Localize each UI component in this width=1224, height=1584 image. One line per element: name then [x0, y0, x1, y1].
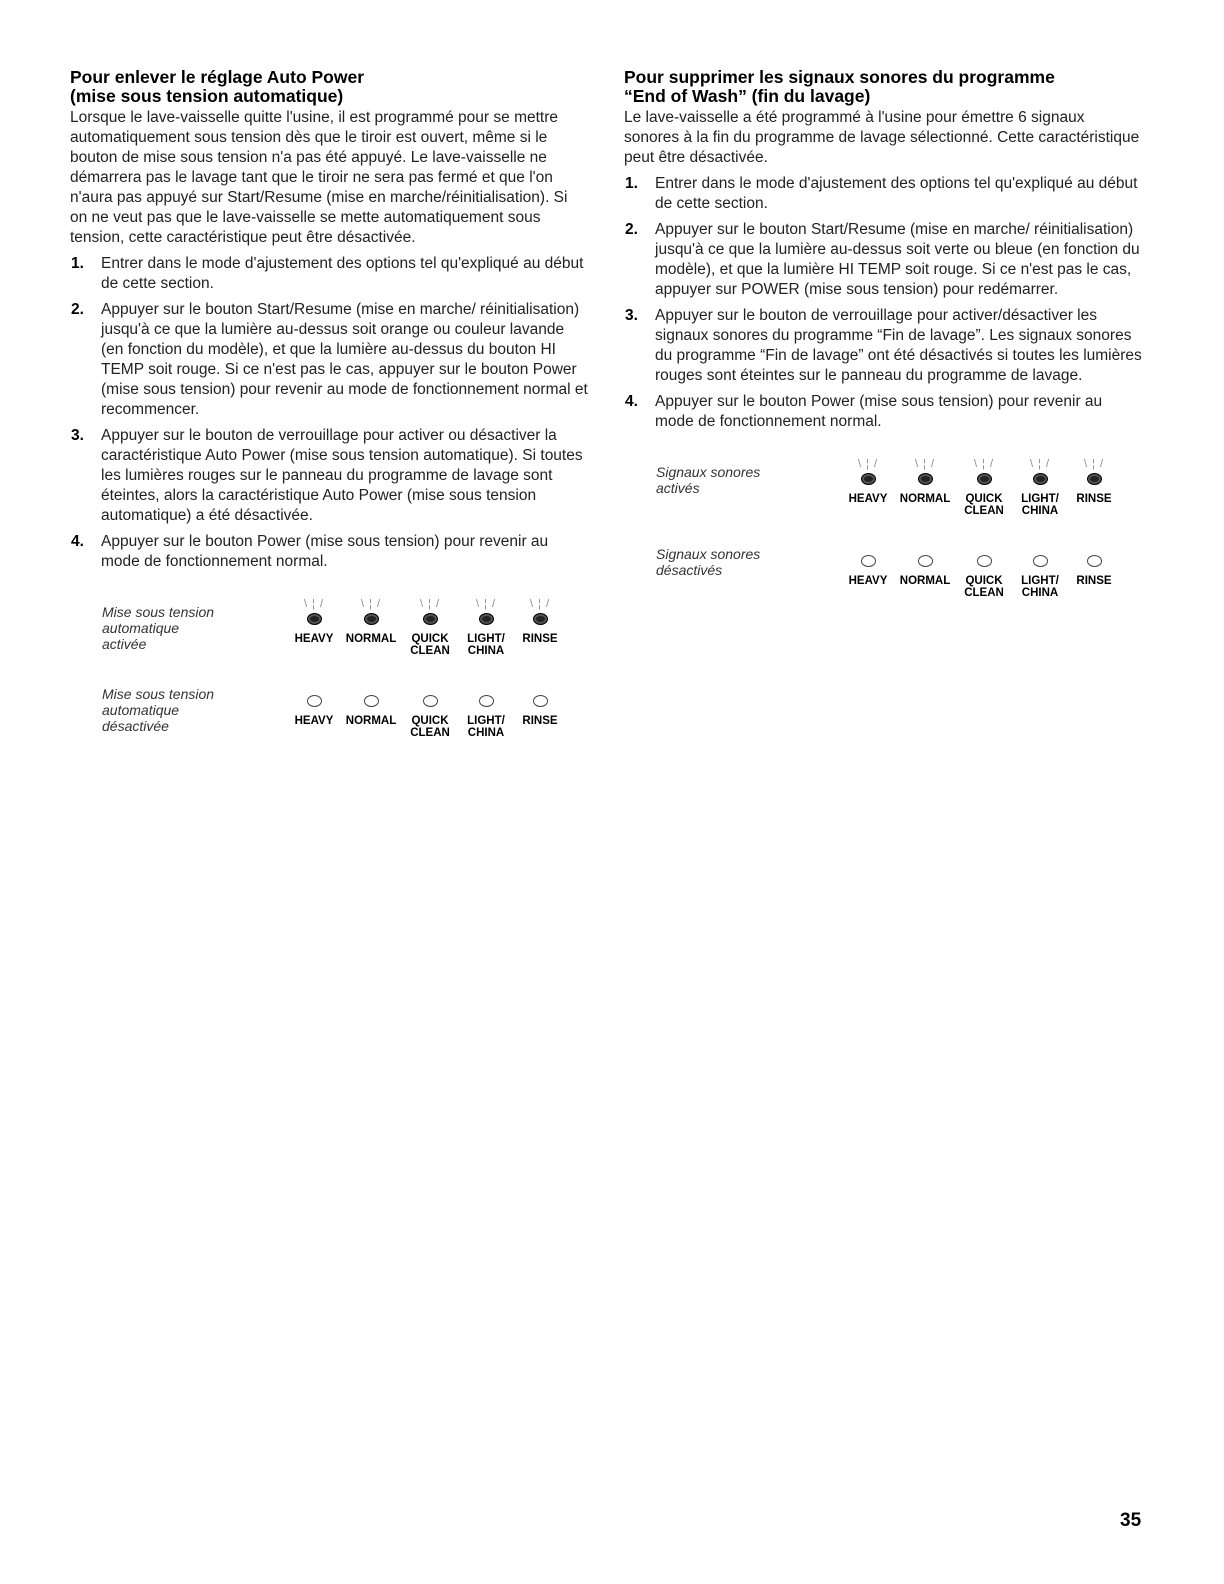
light-on-icon — [479, 613, 494, 625]
rinse-light: RINSE — [1062, 538, 1126, 587]
rays-icon: \ ¦ / — [914, 458, 936, 470]
signals-on-label: Signaux sonores activés — [656, 464, 761, 496]
light-china-light: \ ¦ / LIGHT/ CHINA — [1008, 456, 1072, 517]
right-intro: Le lave-vaisselle a été programmé à l'usine pour émettre 6 signaux sonores à la fin du programme de lavage sélectionné. Cette caractéristique peut être désactivée. — [624, 109, 1140, 166]
light-on-icon — [918, 473, 933, 485]
light-off-icon — [423, 695, 438, 707]
light-china-light: LIGHT/ CHINA — [1008, 538, 1072, 599]
signals-off-diagram — [624, 538, 1142, 608]
rays-icon: \ ¦ / — [475, 598, 497, 610]
normal-light: \ ¦ / NORMAL — [893, 456, 957, 505]
cycle-lights-off — [836, 538, 1116, 608]
light-off-icon — [364, 695, 379, 707]
left-step-1: 1. Entrer dans le mode d'ajustement des options tel qu'expliqué au début de cette section. — [71, 255, 584, 292]
normal-light: NORMAL — [893, 538, 957, 587]
heavy-light: \ ¦ / HEAVY — [282, 596, 346, 645]
rinse-light: \ ¦ / RINSE — [1062, 456, 1126, 505]
left-step-2: 2. Appuyer sur le bouton Start/Resume (mise en marche/ réinitialisation) jusqu'à ce que la lumière au-dessus soit orange ou couleur lavande (en fonction du modèle), et que la lumière au-dessus du bouton HI TEMP soit rouge. Si ce n'est pas le cas, appuyer sur le bouton Power (mise sous tension) pour revenir au mode de fonctionnement normal et recommencer. — [71, 301, 588, 418]
rays-icon: \ ¦ / — [419, 598, 441, 610]
rays-icon: \ ¦ / — [529, 598, 551, 610]
left-intro: Lorsque le lave-vaisselle quitte l'usine, il est programmé pour se mettre automatiquement sous tension dès que le tiroir est ouvert, même si le bouton de mise sous tension n'a pas été appuyé. Le lave-vaisselle ne démarrera pas le lavage tant que le tiroir ne sera pas fermé et que l'on n'aura pas appuyé sur Start/Resume (mise en marche/réinitialisation). Si on ne veut pas que le lave-vaisselle se mette automatiquement sous tension, cette caractéristique peut être désactivée. — [70, 109, 568, 246]
heavy-light: \ ¦ / HEAVY — [836, 456, 900, 505]
auto-power-on-label: Mise sous tension automatique activée — [102, 604, 215, 652]
rays-icon: \ ¦ / — [1083, 458, 1105, 470]
right-column — [624, 68, 1142, 608]
left-column — [70, 68, 588, 748]
right-step-3: 3. Appuyer sur le bouton de verrouillage pour activer/désactiver les signaux sonores du programme “Fin de lavage”. Les signaux sonores du programme “Fin de lavage” ont été désactivés si toutes les lumières rouges sont éteintes sur le panneau du programme de lavage. — [625, 307, 1142, 384]
quick-clean-light: \ ¦ / QUICK CLEAN — [952, 456, 1016, 517]
right-title-line-1: Pour supprimer les signaux sonores du programme — [624, 67, 1055, 87]
cycle-lights-on — [836, 456, 1116, 526]
rays-icon: \ ¦ / — [973, 458, 995, 470]
signals-on-diagram — [624, 456, 1142, 526]
left-step-4: 4. Appuyer sur le bouton Power (mise sous tension) pour revenir au mode de fonctionnement normal. — [71, 533, 549, 570]
light-off-icon — [1087, 555, 1102, 567]
left-step-3: 3. Appuyer sur le bouton de verrouillage pour activer ou désactiver la caractéristique Auto Power (mise sous tension automatique). Si toutes les lumières rouges sur le panneau du programme de lavage sont éteintes, alors la caractéristique Auto Power (mise sous tension automatique) a été désactivée. — [71, 427, 583, 524]
light-off-icon — [861, 555, 876, 567]
right-step-2: 2. Appuyer sur le bouton Start/Resume (mise en marche/ réinitialisation) jusqu'à ce que la lumière au-dessus soit verte ou bleue (en fonction du modèle), et que la lumière HI TEMP soit rouge. Si ce n'est pas le cas, appuyer sur POWER (mise sous tension) pour redémarrer. — [625, 221, 1140, 298]
rinse-light: RINSE — [508, 678, 572, 727]
normal-light: \ ¦ / NORMAL — [339, 596, 403, 645]
left-section-title — [70, 68, 588, 106]
left-steps — [70, 254, 588, 572]
heavy-light: HEAVY — [836, 538, 900, 587]
light-on-icon — [307, 613, 322, 625]
light-on-icon — [861, 473, 876, 485]
quick-clean-light: QUICK CLEAN — [952, 538, 1016, 599]
light-off-icon — [977, 555, 992, 567]
left-title-line-1: Pour enlever le réglage Auto Power — [70, 67, 365, 87]
rays-icon: \ ¦ / — [1029, 458, 1051, 470]
light-off-icon — [307, 695, 322, 707]
light-on-icon — [1033, 473, 1048, 485]
quick-clean-light: QUICK CLEAN — [398, 678, 462, 739]
light-china-light: \ ¦ / LIGHT/ CHINA — [454, 596, 518, 657]
light-on-icon — [533, 613, 548, 625]
right-title-line-2: “End of Wash” (fin du lavage) — [624, 86, 871, 106]
heavy-light: HEAVY — [282, 678, 346, 727]
light-on-icon — [1087, 473, 1102, 485]
page-number: 35 — [1120, 1510, 1142, 1531]
rinse-light: \ ¦ / RINSE — [508, 596, 572, 645]
light-on-icon — [364, 613, 379, 625]
cycle-lights-on — [282, 596, 562, 666]
right-section-title — [624, 68, 1142, 106]
light-on-icon — [423, 613, 438, 625]
rays-icon: \ ¦ / — [857, 458, 879, 470]
light-off-icon — [918, 555, 933, 567]
cycle-lights-off — [282, 678, 562, 748]
light-on-icon — [977, 473, 992, 485]
right-step-1: 1. Entrer dans le mode d'ajustement des options tel qu'expliqué au début de cette section. — [625, 175, 1138, 212]
right-step-4: 4. Appuyer sur le bouton Power (mise sous tension) pour revenir au mode de fonctionnement normal. — [625, 393, 1103, 430]
signals-off-label: Signaux sonores désactivés — [656, 546, 761, 578]
light-china-light: LIGHT/ CHINA — [454, 678, 518, 739]
normal-light: NORMAL — [339, 678, 403, 727]
right-steps — [624, 174, 1142, 432]
light-off-icon — [533, 695, 548, 707]
auto-power-off-label: Mise sous tension automatique désactivée — [102, 686, 215, 734]
light-off-icon — [479, 695, 494, 707]
quick-clean-light: \ ¦ / QUICK CLEAN — [398, 596, 462, 657]
rays-icon: \ ¦ / — [360, 598, 382, 610]
auto-power-off-diagram — [70, 678, 588, 748]
auto-power-on-diagram — [70, 596, 588, 666]
left-title-line-2: (mise sous tension automatique) — [70, 86, 344, 106]
light-off-icon — [1033, 555, 1048, 567]
rays-icon: \ ¦ / — [303, 598, 325, 610]
